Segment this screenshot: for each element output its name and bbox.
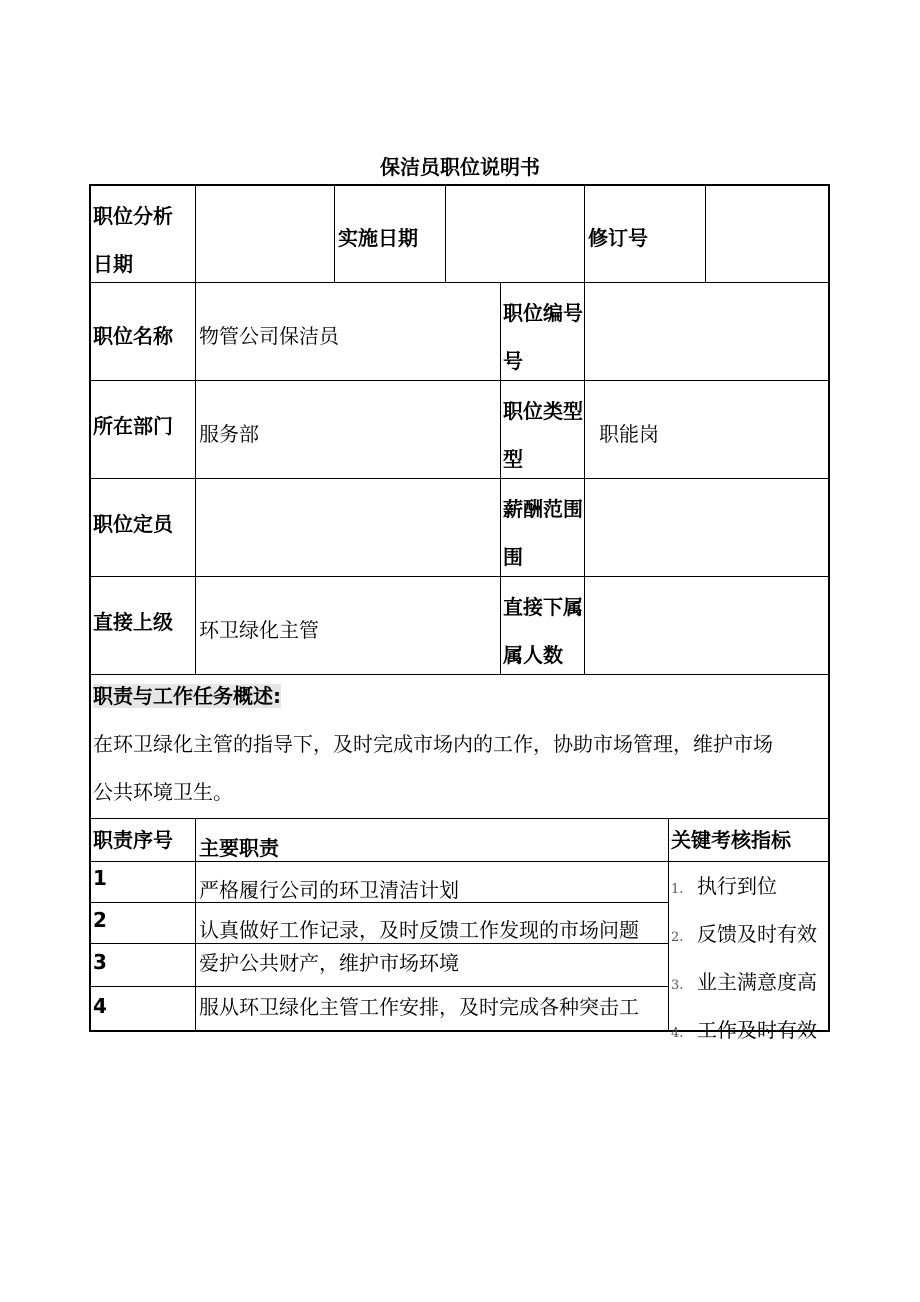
row-divider	[91, 478, 828, 479]
page-title: 保洁员职位说明书	[380, 155, 540, 179]
row-divider	[91, 576, 828, 577]
position-name-label: 职位名称	[93, 324, 173, 348]
summary-heading	[93, 672, 281, 720]
summary-text: 在环卫绿化主管的指导下，及时完成市场内的工作，协助市场管理，维护市场	[93, 732, 773, 756]
position-code-label: 职位编号	[503, 301, 583, 325]
kpi-item-3: 3. 业主满意度高	[671, 970, 817, 994]
col-divider	[705, 186, 706, 282]
impl-date-label: 实施日期	[338, 226, 418, 250]
kpi-item-1: 1. 执行到位	[671, 874, 777, 898]
salary-label-cont: 围	[503, 545, 523, 569]
supervisor-label: 直接上级	[93, 610, 173, 634]
position-name-value: 物管公司保洁员	[199, 324, 339, 348]
department-label: 所在部门	[93, 414, 173, 438]
headcount-label: 职位定员	[93, 512, 173, 536]
col-divider	[195, 818, 196, 1032]
duty-no-2: 2	[93, 908, 107, 932]
col-divider	[500, 282, 501, 674]
duty-no-1: 1	[93, 866, 107, 890]
job-description-table	[89, 184, 830, 1042]
subordinates-label: 直接下属	[503, 595, 583, 619]
position-type-label-cont: 型	[503, 447, 523, 471]
row-divider	[91, 380, 828, 381]
duty-main-header: 主要职责	[199, 836, 279, 860]
duty-text-1: 严格履行公司的环卫清洁计划	[199, 878, 459, 902]
col-divider	[334, 186, 335, 282]
department-value: 服务部	[199, 422, 259, 446]
summary-text-cont: 公共环境卫生。	[93, 780, 233, 804]
kpi-item-4: 4. 工作及时有效	[671, 1018, 817, 1042]
subordinates-label-cont: 属人数	[503, 643, 563, 667]
analysis-date-label-cont: 日期	[93, 252, 133, 276]
col-divider	[445, 186, 446, 282]
duty-no-header: 职责序号	[93, 828, 173, 852]
row-divider	[91, 902, 668, 903]
col-divider	[584, 186, 585, 282]
kpi-item-2: 2. 反馈及时有效	[671, 922, 817, 946]
kpi-list	[669, 862, 828, 1042]
duty-text-2: 认真做好工作记录，及时反馈工作发现的市场问题	[199, 918, 639, 942]
row-divider	[91, 282, 828, 283]
col-divider	[584, 282, 585, 674]
summary-heading-text: 职责与工作任务概述:	[93, 684, 281, 708]
duty-kpi-header: 关键考核指标	[671, 828, 791, 852]
position-type-label: 职位类型	[503, 399, 583, 423]
salary-label: 薪酬范围	[503, 497, 583, 521]
revision-label: 修订号	[588, 226, 648, 250]
duty-no-4: 4	[93, 994, 107, 1018]
duty-text-3: 爱护公共财产，维护市场环境	[199, 951, 459, 975]
position-code-label-cont: 号	[503, 349, 523, 373]
duty-no-3: 3	[93, 950, 107, 974]
supervisor-value: 环卫绿化主管	[199, 618, 319, 642]
duty-text-4: 服从环卫绿化主管工作安排，及时完成各种突击工	[199, 995, 639, 1019]
col-divider	[195, 186, 196, 674]
position-type-value: 职能岗	[599, 422, 659, 446]
analysis-date-label: 职位分析	[93, 204, 173, 228]
